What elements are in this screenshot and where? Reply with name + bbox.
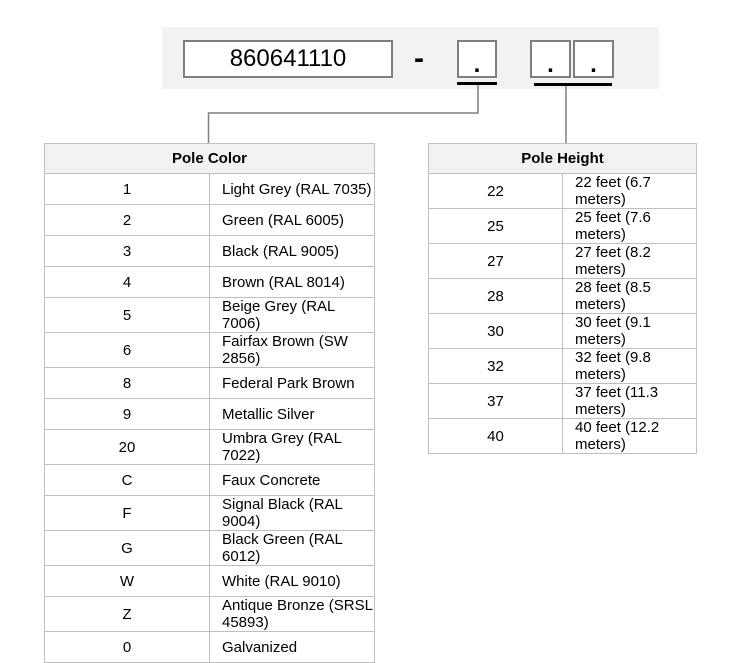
pole-height-code-cell: 40 (429, 419, 563, 454)
pole-color-code-cell: G (45, 531, 210, 566)
color-digit-underline (457, 82, 497, 85)
pole-color-row (45, 368, 375, 399)
pole-color-code-cell: C (45, 465, 210, 496)
pole-color-code-cell: 20 (45, 430, 210, 465)
height-digit-placeholder-1: . (547, 51, 554, 78)
pole-color-row (45, 333, 375, 368)
pole-color-code-cell: 9 (45, 399, 210, 430)
pole-height-table (428, 143, 697, 454)
pole-color-code-cell: W (45, 566, 210, 597)
base-code-text: 860641110 (229, 45, 347, 72)
pole-color-row (45, 430, 375, 465)
base-code-box (183, 40, 393, 78)
code-separator: - (414, 42, 424, 75)
pole-color-code-cell: 4 (45, 267, 210, 298)
pole-color-label-cell: Metallic Silver (210, 399, 375, 430)
pole-color-code-cell: 0 (45, 632, 210, 663)
pole-color-row (45, 465, 375, 496)
pole-color-row (45, 205, 375, 236)
pole-height-row (429, 349, 697, 384)
pole-height-label-cell: 40 feet (12.2 meters) (563, 419, 697, 454)
pole-color-label-cell: Signal Black (RAL 9004) (210, 496, 375, 531)
pole-color-row (45, 236, 375, 267)
pole-height-row (429, 244, 697, 279)
pole-color-code-cell: 6 (45, 333, 210, 368)
pole-color-row (45, 597, 375, 632)
pole-color-row (45, 298, 375, 333)
pole-height-label-cell: 30 feet (9.1 meters) (563, 314, 697, 349)
pole-color-label-cell: Fairfax Brown (SW 2856) (210, 333, 375, 368)
pole-color-table (44, 143, 375, 663)
pole-color-code-cell: Z (45, 597, 210, 632)
pole-height-row (429, 419, 697, 454)
pole-height-code-cell: 22 (429, 174, 563, 209)
color-digit-placeholder: . (473, 51, 481, 78)
pole-height-label-cell: 28 feet (8.5 meters) (563, 279, 697, 314)
pole-height-label-cell: 32 feet (9.8 meters) (563, 349, 697, 384)
pole-height-row (429, 174, 697, 209)
pole-color-row (45, 566, 375, 597)
pole-height-code-cell: 28 (429, 279, 563, 314)
pole-color-label-cell: Galvanized (210, 632, 375, 663)
pole-color-code-cell: 1 (45, 174, 210, 205)
pole-color-row (45, 399, 375, 430)
pole-height-row (429, 279, 697, 314)
pole-color-label-cell: Antique Bronze (SRSL 45893) (210, 597, 375, 632)
pole-color-label-cell: White (RAL 9010) (210, 566, 375, 597)
pole-height-row (429, 314, 697, 349)
pole-height-row (429, 384, 697, 419)
pole-color-code-cell: F (45, 496, 210, 531)
pole-height-code-cell: 32 (429, 349, 563, 384)
pole-color-code-cell: 8 (45, 368, 210, 399)
pole-color-row (45, 267, 375, 298)
pole-color-code-cell: 3 (45, 236, 210, 267)
pole-color-label-cell: Black (RAL 9005) (210, 236, 375, 267)
pole-color-label-cell: Federal Park Brown (210, 368, 375, 399)
pole-height-row (429, 209, 697, 244)
pole-color-row (45, 531, 375, 566)
pole-color-label-cell: Umbra Grey (RAL 7022) (210, 430, 375, 465)
pole-height-label-cell: 27 feet (8.2 meters) (563, 244, 697, 279)
color-digit-box (457, 40, 497, 78)
pole-height-code-cell: 27 (429, 244, 563, 279)
height-digits-underline (534, 83, 612, 86)
pole-color-label-cell: Brown (RAL 8014) (210, 267, 375, 298)
pole-color-label-cell: Black Green (RAL 6012) (210, 531, 375, 566)
pole-height-label-cell: 22 feet (6.7 meters) (563, 174, 697, 209)
pole-color-label-cell: Faux Concrete (210, 465, 375, 496)
pole-height-code-cell: 30 (429, 314, 563, 349)
height-digit-box-2 (573, 40, 614, 78)
height-digit-box-1 (530, 40, 571, 78)
pole-color-label-cell: Light Grey (RAL 7035) (210, 174, 375, 205)
pole-color-code-cell: 2 (45, 205, 210, 236)
pole-color-header: Pole Color (45, 144, 375, 174)
pole-height-code-cell: 25 (429, 209, 563, 244)
pole-color-code-cell: 5 (45, 298, 210, 333)
pole-height-code-cell: 37 (429, 384, 563, 419)
pole-color-row (45, 174, 375, 205)
pole-height-label-cell: 37 feet (11.3 meters) (563, 384, 697, 419)
height-digit-placeholder-2: . (590, 51, 597, 78)
pole-color-label-cell: Beige Grey (RAL 7006) (210, 298, 375, 333)
pole-height-header: Pole Height (429, 144, 697, 174)
pole-color-row (45, 496, 375, 531)
pole-color-row (45, 632, 375, 663)
color-connector-line (209, 85, 479, 143)
pole-color-label-cell: Green (RAL 6005) (210, 205, 375, 236)
pole-height-label-cell: 25 feet (7.6 meters) (563, 209, 697, 244)
